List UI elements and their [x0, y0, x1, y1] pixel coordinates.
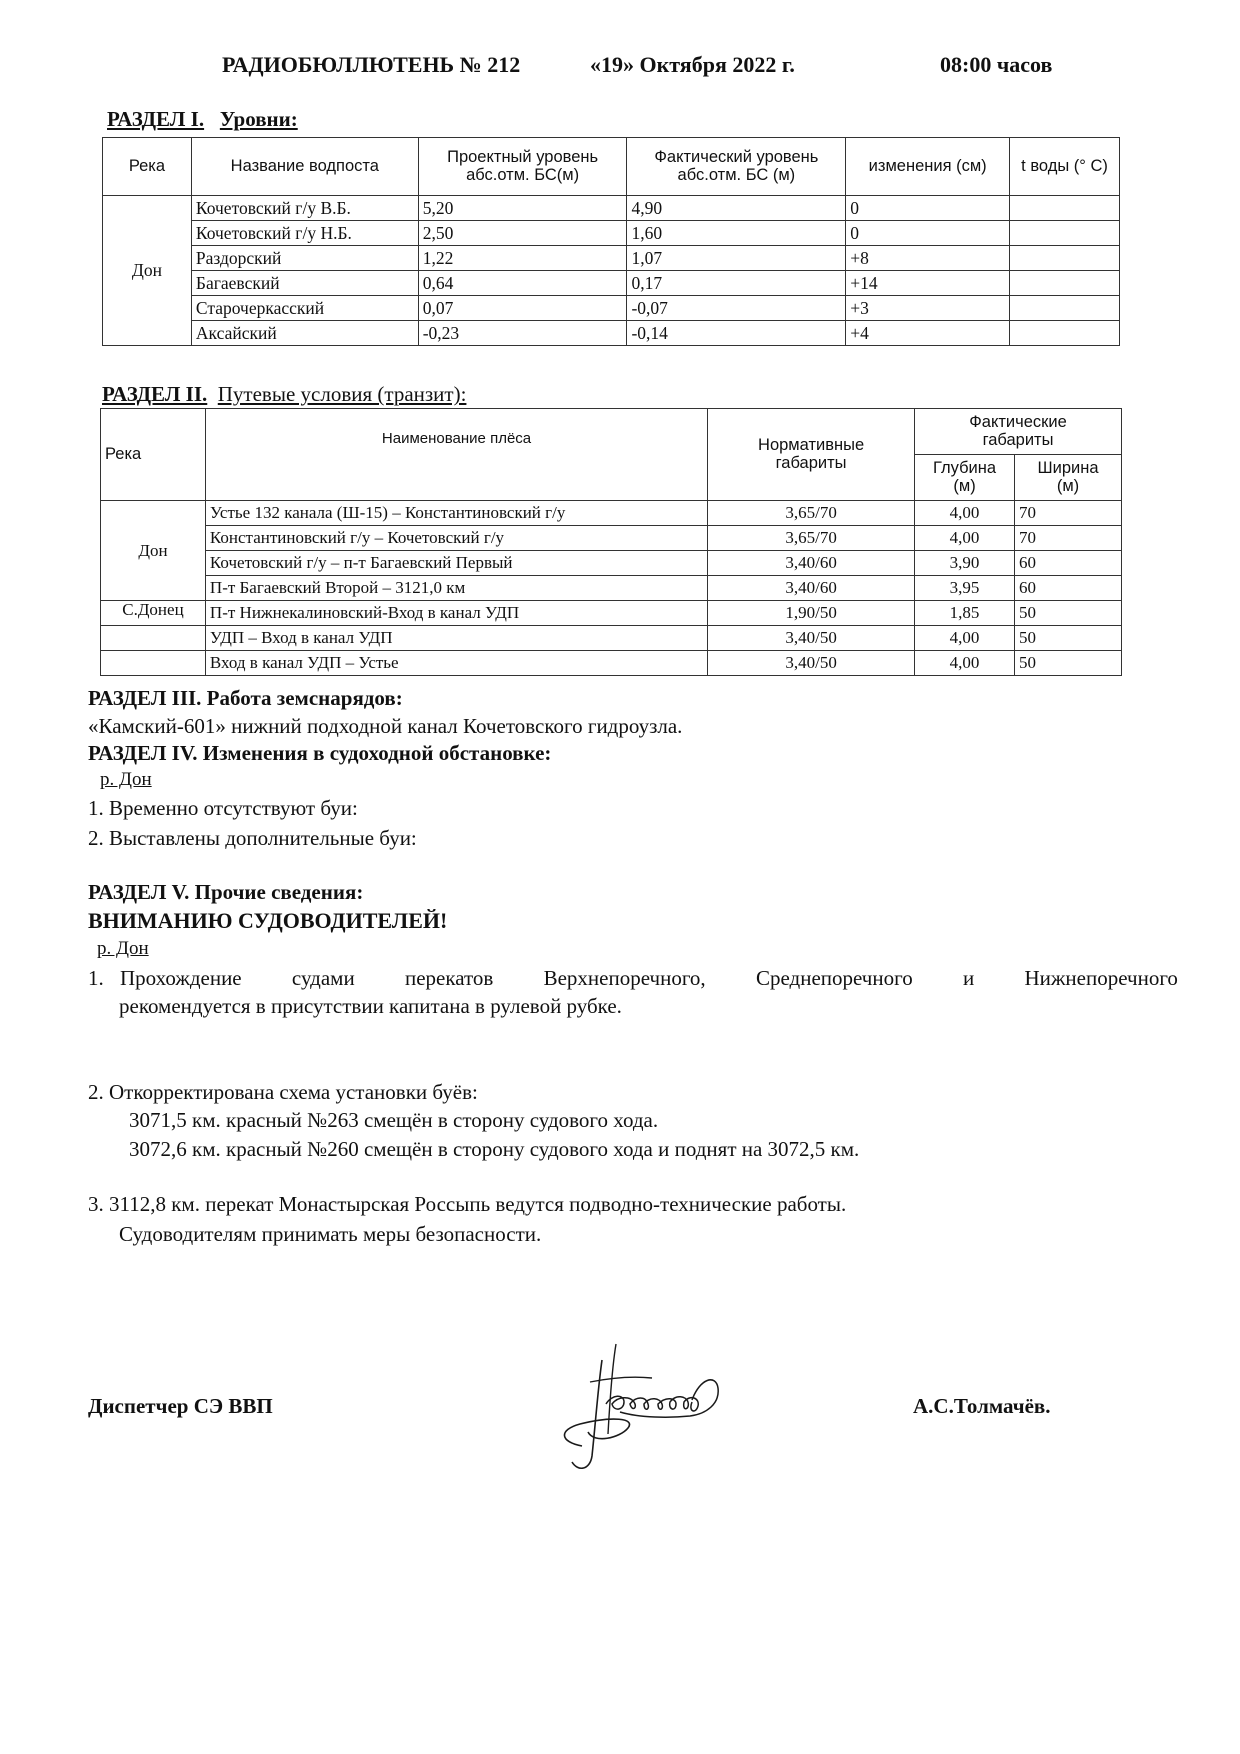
levels-col-change: изменения (см) [846, 138, 1010, 196]
levels-col-post: Название водпоста [191, 138, 418, 196]
levels-change: +3 [846, 296, 1010, 321]
transit-col-normative: Нормативные габариты [708, 409, 915, 501]
transit-reach: Устье 132 канала (Ш-15) – Константиновский г/у [205, 501, 707, 526]
table-row [103, 271, 1120, 296]
transit-col-reach: Наименование плёса [205, 409, 707, 501]
transit-norm: 3,65/70 [708, 501, 915, 526]
item-1-justified: Прохождение судами перекатов Верхнепоречного, Среднепоречного и Нижнепоречного [120, 966, 1178, 990]
section5-item-2-line-2: 3071,5 км. красный №263 смещён в сторону судового хода. [129, 1108, 659, 1132]
levels-design: 5,20 [418, 196, 627, 221]
levels-design: 0,64 [418, 271, 627, 296]
levels-post: Старочеркасский [191, 296, 418, 321]
levels-header-row [103, 138, 1120, 196]
transit-width: 50 [1015, 626, 1122, 651]
levels-post: Багаевский [191, 271, 418, 296]
transit-depth: 1,85 [915, 601, 1015, 626]
bulletin-date: «19» Октября 2022 г. [590, 52, 795, 77]
transit-reach: П-т Багаевский Второй – 3121,0 км [205, 576, 707, 601]
transit-depth: 3,90 [915, 551, 1015, 576]
levels-post: Кочетовский г/у В.Б. [191, 196, 418, 221]
dispatcher-position: Диспетчер СЭ ВВП [88, 1394, 273, 1418]
transit-norm: 3,40/60 [708, 551, 915, 576]
levels-post: Кочетовский г/у Н.Б. [191, 221, 418, 246]
levels-design: 0,07 [418, 296, 627, 321]
transit-depth: 3,95 [915, 576, 1015, 601]
levels-actual: 0,17 [627, 271, 846, 296]
levels-actual: -0,07 [627, 296, 846, 321]
section4-item-2: 2. Выставлены дополнительные буи: [88, 826, 417, 850]
levels-design: -0,23 [418, 321, 627, 346]
section3-text: «Камский-601» нижний подходной канал Кочетовского гидроузла. [88, 714, 683, 738]
levels-change: 0 [846, 221, 1010, 246]
levels-actual: -0,14 [627, 321, 846, 346]
attention-heading: ВНИМАНИЮ СУДОВОДИТЕЛЕЙ! [88, 908, 448, 933]
transit-width: 70 [1015, 501, 1122, 526]
table-row [101, 526, 1122, 551]
section5-river: р. Дон [97, 938, 149, 959]
transit-reach: Вход в канал УДП – Устье [205, 651, 707, 676]
bulletin-number: РАДИОБЮЛЛЮТЕНЬ № 212 [222, 52, 521, 77]
transit-width: 50 [1015, 601, 1122, 626]
section5-item-3-line-1: 3. 3112,8 км. перекат Монастырская Россыпь ведутся подводно-технические работы. [88, 1192, 847, 1216]
section5-title: РАЗДЕЛ V. Прочие сведения: [88, 880, 364, 904]
transit-river-blank [101, 626, 206, 651]
transit-depth: 4,00 [915, 626, 1015, 651]
transit-river-don: Дон [101, 501, 206, 601]
transit-depth: 4,00 [915, 501, 1015, 526]
section5-item-3-line-2: Судоводителям принимать меры безопасности. [119, 1222, 542, 1246]
section3-title: РАЗДЕЛ III. Работа земснарядов: [88, 686, 403, 710]
table-row [103, 296, 1120, 321]
transit-river-blank [101, 651, 206, 676]
transit-reach: Константиновский г/у – Кочетовский г/у [205, 526, 707, 551]
transit-norm: 3,40/60 [708, 576, 915, 601]
transit-col-depth: Глубина (м) [915, 455, 1015, 501]
transit-river-donets: С.Донец [101, 601, 206, 626]
table-row [103, 221, 1120, 246]
table-row [101, 626, 1122, 651]
transit-width: 50 [1015, 651, 1122, 676]
section5-item-2-line-1: 2. Откорректирована схема установки буёв: [88, 1080, 478, 1104]
levels-actual: 1,07 [627, 246, 846, 271]
section4-item-1: 1. Временно отсутствуют буи: [88, 796, 358, 820]
levels-col-design: Проектный уровень абс.отм. БС(м) [418, 138, 627, 196]
levels-river-don: Дон [103, 196, 192, 346]
levels-col-temp: t воды (° С) [1010, 138, 1120, 196]
section1-title: РАЗДЕЛ I. Уровни: [107, 107, 298, 131]
dispatcher-name: А.С.Толмачёв. [913, 1394, 1051, 1418]
transit-norm: 3,40/50 [708, 651, 915, 676]
signature-image [520, 1338, 760, 1478]
table-row [101, 501, 1122, 526]
table-row [101, 651, 1122, 676]
transit-table [100, 408, 1122, 676]
table-row [103, 196, 1120, 221]
section5-item-2-line-3: 3072,6 км. красный №260 смещён в сторону судового хода и поднят на 3072,5 км. [129, 1137, 860, 1161]
transit-norm: 1,90/50 [708, 601, 915, 626]
table-row [101, 601, 1122, 626]
table-row [103, 246, 1120, 271]
transit-norm: 3,40/50 [708, 626, 915, 651]
levels-change: +8 [846, 246, 1010, 271]
levels-design: 1,22 [418, 246, 627, 271]
transit-width: 70 [1015, 526, 1122, 551]
table-row [101, 551, 1122, 576]
levels-table [102, 137, 1120, 346]
bulletin-time: 08:00 часов [940, 52, 1053, 77]
levels-temp [1010, 321, 1120, 346]
transit-reach: П-т Нижнекалиновский-Вход в канал УДП [205, 601, 707, 626]
levels-col-river: Река [103, 138, 192, 196]
table-row [103, 321, 1120, 346]
section2-title: РАЗДЕЛ II. Путевые условия (транзит): [102, 382, 467, 406]
levels-change: 0 [846, 196, 1010, 221]
section5-item-1-line-2: рекомендуется в присутствии капитана в рулевой рубке. [119, 994, 622, 1018]
transit-reach: УДП – Вход в канал УДП [205, 626, 707, 651]
transit-norm: 3,65/70 [708, 526, 915, 551]
levels-actual: 1,60 [627, 221, 846, 246]
levels-temp [1010, 196, 1120, 221]
levels-design: 2,50 [418, 221, 627, 246]
levels-post: Аксайский [191, 321, 418, 346]
section5-item-1-line-1: 1. Прохождение судами перекатов Верхнепоречного, Среднепоречного и Нижнепоречного [88, 966, 1178, 990]
section4-river: р. Дон [100, 769, 152, 790]
levels-change: +4 [846, 321, 1010, 346]
levels-col-actual: Фактический уровень абс.отм. БС (м) [627, 138, 846, 196]
levels-temp [1010, 296, 1120, 321]
levels-temp [1010, 271, 1120, 296]
table-row [101, 576, 1122, 601]
transit-width: 60 [1015, 551, 1122, 576]
transit-width: 60 [1015, 576, 1122, 601]
transit-col-river: Река [101, 409, 206, 501]
transit-col-width: Ширина (м) [1015, 455, 1122, 501]
transit-depth: 4,00 [915, 651, 1015, 676]
levels-actual: 4,90 [627, 196, 846, 221]
levels-temp [1010, 221, 1120, 246]
transit-col-actual: Фактические габариты [915, 409, 1122, 455]
transit-depth: 4,00 [915, 526, 1015, 551]
levels-post: Раздорский [191, 246, 418, 271]
section4-title: РАЗДЕЛ IV. Изменения в судоходной обстановке: [88, 741, 552, 765]
levels-change: +14 [846, 271, 1010, 296]
levels-temp [1010, 246, 1120, 271]
transit-reach: Кочетовский г/у – п-т Багаевский Первый [205, 551, 707, 576]
